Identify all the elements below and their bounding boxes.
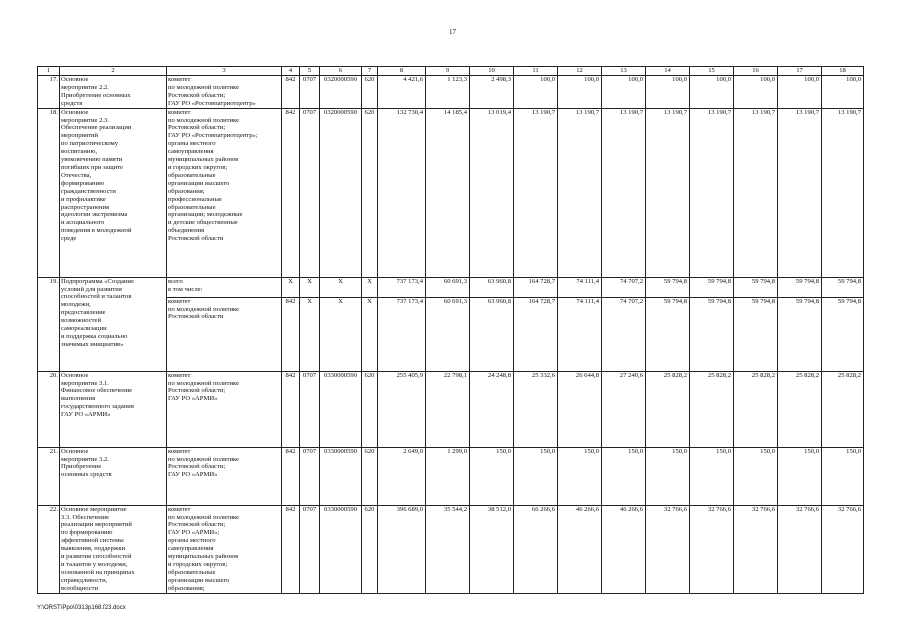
budget-table bbox=[37, 66, 864, 594]
column-header: 4 bbox=[282, 67, 300, 76]
code-grbs: 842 bbox=[282, 447, 300, 505]
code-grbs: 842 bbox=[282, 505, 300, 593]
amount-cell: 255 405,9 bbox=[378, 371, 426, 447]
amount-cell: 25 828,2 bbox=[822, 371, 864, 447]
amount-cell: 32 766,6 bbox=[778, 505, 822, 593]
amount-cell: 25 828,2 bbox=[690, 371, 734, 447]
code-vr: 620 bbox=[362, 447, 378, 505]
amount-cell: 32 766,6 bbox=[734, 505, 778, 593]
code-vr: 620 bbox=[362, 76, 378, 109]
column-header: 6 bbox=[320, 67, 362, 76]
amount-cell: 150,0 bbox=[646, 447, 690, 505]
amount-cell: 150,0 bbox=[778, 447, 822, 505]
code-csr: 0320000590 bbox=[320, 108, 362, 277]
amount-cell: 150,0 bbox=[602, 447, 646, 505]
code-rzpr: Х bbox=[300, 297, 320, 371]
measure-name: Основное мероприятие 3.1. Финансовое обеспечение выполнения государственного задания ГАУ РО «АРМИ» bbox=[60, 371, 167, 447]
amount-cell: 46 266,6 bbox=[602, 505, 646, 593]
amount-cell: 150,0 bbox=[822, 447, 864, 505]
row-number: 19. bbox=[38, 277, 60, 371]
code-vr: Х bbox=[362, 297, 378, 371]
amount-cell: 150,0 bbox=[690, 447, 734, 505]
amount-cell: 27 240,6 bbox=[602, 371, 646, 447]
budget-table-container bbox=[37, 66, 863, 594]
amount-cell: 132 730,4 bbox=[378, 108, 426, 277]
amount-cell: 59 794,8 bbox=[646, 297, 690, 371]
amount-cell: 74 111,4 bbox=[558, 277, 602, 297]
amount-cell: 74 707,2 bbox=[602, 277, 646, 297]
code-csr: Х bbox=[320, 297, 362, 371]
column-header: 17 bbox=[778, 67, 822, 76]
amount-cell: 150,0 bbox=[470, 447, 514, 505]
column-header: 15 bbox=[690, 67, 734, 76]
amount-cell: 32 766,6 bbox=[690, 505, 734, 593]
code-grbs: Х bbox=[282, 277, 300, 297]
amount-cell: 1 299,0 bbox=[426, 447, 470, 505]
code-vr: Х bbox=[362, 277, 378, 297]
amount-cell: 46 266,6 bbox=[558, 505, 602, 593]
amount-cell: 150,0 bbox=[558, 447, 602, 505]
amount-cell: 66 266,6 bbox=[514, 505, 558, 593]
table-row bbox=[38, 447, 864, 505]
amount-cell: 63 960,8 bbox=[470, 297, 514, 371]
executor: комитет по молодежной политике Ростовской области; ГАУ РО «АРМИ»; органы местного самоуправления муниципальных районов и городских округов; образовательные организации высшего образования; bbox=[167, 505, 282, 593]
measure-name: Основное мероприятие 2.3. Обеспечение реализации мероприятий по патриотическому воспитанию, увековечению памяти погибших при защите Отечества, формированию гражданственности и профилактике распространения идеологии экстремизма и асоциального поведения в молодежной среде bbox=[60, 108, 167, 277]
row-number: 21. bbox=[38, 447, 60, 505]
column-header: 11 bbox=[514, 67, 558, 76]
amount-cell: 59 794,8 bbox=[822, 277, 864, 297]
amount-cell: 100,0 bbox=[602, 76, 646, 109]
column-header: 12 bbox=[558, 67, 602, 76]
amount-cell: 1 123,3 bbox=[426, 76, 470, 109]
amount-cell: 100,0 bbox=[734, 76, 778, 109]
header-row bbox=[38, 67, 864, 76]
executor: комитет по молодежной политике Ростовской области; ГАУ РО «АРМИ» bbox=[167, 447, 282, 505]
amount-cell: 13 190,7 bbox=[778, 108, 822, 277]
amount-cell: 100,0 bbox=[514, 76, 558, 109]
amount-cell: 100,0 bbox=[778, 76, 822, 109]
column-header: 13 bbox=[602, 67, 646, 76]
amount-cell: 13 190,7 bbox=[734, 108, 778, 277]
page-number: 17 bbox=[449, 28, 456, 36]
amount-cell: 4 421,6 bbox=[378, 76, 426, 109]
amount-cell: 32 766,6 bbox=[646, 505, 690, 593]
code-csr: 0330000590 bbox=[320, 371, 362, 447]
amount-cell: 100,0 bbox=[646, 76, 690, 109]
executor: комитет по молодежной политике Ростовской области; ГАУ РО «АРМИ» bbox=[167, 371, 282, 447]
amount-cell: 25 828,2 bbox=[646, 371, 690, 447]
amount-cell: 150,0 bbox=[734, 447, 778, 505]
amount-cell: 150,0 bbox=[514, 447, 558, 505]
amount-cell: 38 512,0 bbox=[470, 505, 514, 593]
amount-cell: 60 691,3 bbox=[426, 297, 470, 371]
code-csr: 0320000590 bbox=[320, 76, 362, 109]
amount-cell: 164 728,7 bbox=[514, 277, 558, 297]
measure-name: Основное мероприятие 2.2. Приобретение основных средств bbox=[60, 76, 167, 109]
amount-cell: 13 190,7 bbox=[558, 108, 602, 277]
amount-cell: 59 794,8 bbox=[822, 297, 864, 371]
code-vr: 620 bbox=[362, 505, 378, 593]
amount-cell: 60 691,3 bbox=[426, 277, 470, 297]
file-path-footer: Y:\ORST\Ppo\0313p168.f23.docx bbox=[37, 605, 126, 611]
executor: комитет по молодежной политике Ростовской области; ГАУ РО «Ростовпатриотцентр» bbox=[167, 76, 282, 109]
code-grbs: 842 bbox=[282, 297, 300, 371]
column-header: 2 bbox=[60, 67, 167, 76]
code-rzpr: Х bbox=[300, 277, 320, 297]
code-grbs: 842 bbox=[282, 76, 300, 109]
column-header: 7 bbox=[362, 67, 378, 76]
amount-cell: 59 794,8 bbox=[646, 277, 690, 297]
amount-cell: 59 794,8 bbox=[778, 297, 822, 371]
amount-cell: 13 190,7 bbox=[822, 108, 864, 277]
amount-cell: 164 728,7 bbox=[514, 297, 558, 371]
measure-name: Подпрограмма «Создание условий для развития способностей и талантов молодежи, предоставление возможностей самореализации и поддержка социально значимых инициатив» bbox=[60, 277, 167, 371]
row-number: 18. bbox=[38, 108, 60, 277]
column-header: 16 bbox=[734, 67, 778, 76]
amount-cell: 2 498,3 bbox=[470, 76, 514, 109]
executor: комитет по молодежной политике Ростовской области; ГАУ РО «Ростовпатриотцентр»; органы местного самоуправления муниципальных районов и городских округов; образовательные организации высшего образования; профессиональные образовательные организации; молодежные и детские общественные объединения Ростовской области bbox=[167, 108, 282, 277]
code-csr: 0330000590 bbox=[320, 447, 362, 505]
column-header: 5 bbox=[300, 67, 320, 76]
amount-cell: 25 828,2 bbox=[734, 371, 778, 447]
code-rzpr: 0707 bbox=[300, 76, 320, 109]
code-grbs: 842 bbox=[282, 108, 300, 277]
amount-cell: 2 649,0 bbox=[378, 447, 426, 505]
amount-cell: 396 689,0 bbox=[378, 505, 426, 593]
column-header: 14 bbox=[646, 67, 690, 76]
column-header: 10 bbox=[470, 67, 514, 76]
amount-cell: 59 794,8 bbox=[734, 297, 778, 371]
row-number: 20. bbox=[38, 371, 60, 447]
amount-cell: 13 019,4 bbox=[470, 108, 514, 277]
amount-cell: 737 173,4 bbox=[378, 277, 426, 297]
code-rzpr: 0707 bbox=[300, 447, 320, 505]
amount-cell: 13 190,7 bbox=[646, 108, 690, 277]
column-header: 9 bbox=[426, 67, 470, 76]
amount-cell: 100,0 bbox=[558, 76, 602, 109]
amount-cell: 13 190,7 bbox=[690, 108, 734, 277]
amount-cell: 100,0 bbox=[822, 76, 864, 109]
amount-cell: 25 332,6 bbox=[514, 371, 558, 447]
code-rzpr: 0707 bbox=[300, 371, 320, 447]
column-header: 8 bbox=[378, 67, 426, 76]
executor: комитет по молодежной политике Ростовской области bbox=[167, 297, 282, 371]
code-vr: 620 bbox=[362, 108, 378, 277]
amount-cell: 59 794,8 bbox=[690, 297, 734, 371]
measure-name: Основное мероприятие 3.2. Приобретение основных средств bbox=[60, 447, 167, 505]
amount-cell: 74 707,2 bbox=[602, 297, 646, 371]
column-header: 1 bbox=[38, 67, 60, 76]
measure-name: Основное мероприятие 3.3. Обеспечение реализации мероприятий по формированию эффективной системы выявления, поддержки и развития способностей и талантов у молодежи, основанной на принципах справедливости, всеобщности bbox=[60, 505, 167, 593]
amount-cell: 24 248,8 bbox=[470, 371, 514, 447]
amount-cell: 13 190,7 bbox=[602, 108, 646, 277]
amount-cell: 26 644,8 bbox=[558, 371, 602, 447]
amount-cell: 25 828,2 bbox=[778, 371, 822, 447]
amount-cell: 13 190,7 bbox=[514, 108, 558, 277]
row-number: 22. bbox=[38, 505, 60, 593]
code-grbs: 842 bbox=[282, 371, 300, 447]
column-header: 3 bbox=[167, 67, 282, 76]
amount-cell: 74 111,4 bbox=[558, 297, 602, 371]
amount-cell: 59 794,8 bbox=[690, 277, 734, 297]
code-csr: 0330000590 bbox=[320, 505, 362, 593]
code-csr: Х bbox=[320, 277, 362, 297]
amount-cell: 100,0 bbox=[690, 76, 734, 109]
amount-cell: 14 185,4 bbox=[426, 108, 470, 277]
amount-cell: 737 173,4 bbox=[378, 297, 426, 371]
amount-cell: 35 544,2 bbox=[426, 505, 470, 593]
table-row bbox=[38, 76, 864, 109]
column-header: 18 bbox=[822, 67, 864, 76]
amount-cell: 22 798,1 bbox=[426, 371, 470, 447]
amount-cell: 32 766,6 bbox=[822, 505, 864, 593]
code-rzpr: 0707 bbox=[300, 108, 320, 277]
code-rzpr: 0707 bbox=[300, 505, 320, 593]
row-number: 17. bbox=[38, 76, 60, 109]
amount-cell: 59 794,8 bbox=[778, 277, 822, 297]
table-row bbox=[38, 277, 864, 297]
code-vr: 620 bbox=[362, 371, 378, 447]
table-row bbox=[38, 505, 864, 593]
executor: всего в том числе: bbox=[167, 277, 282, 297]
table-row bbox=[38, 108, 864, 277]
table-row bbox=[38, 371, 864, 447]
amount-cell: 63 960,8 bbox=[470, 277, 514, 297]
amount-cell: 59 794,8 bbox=[734, 277, 778, 297]
